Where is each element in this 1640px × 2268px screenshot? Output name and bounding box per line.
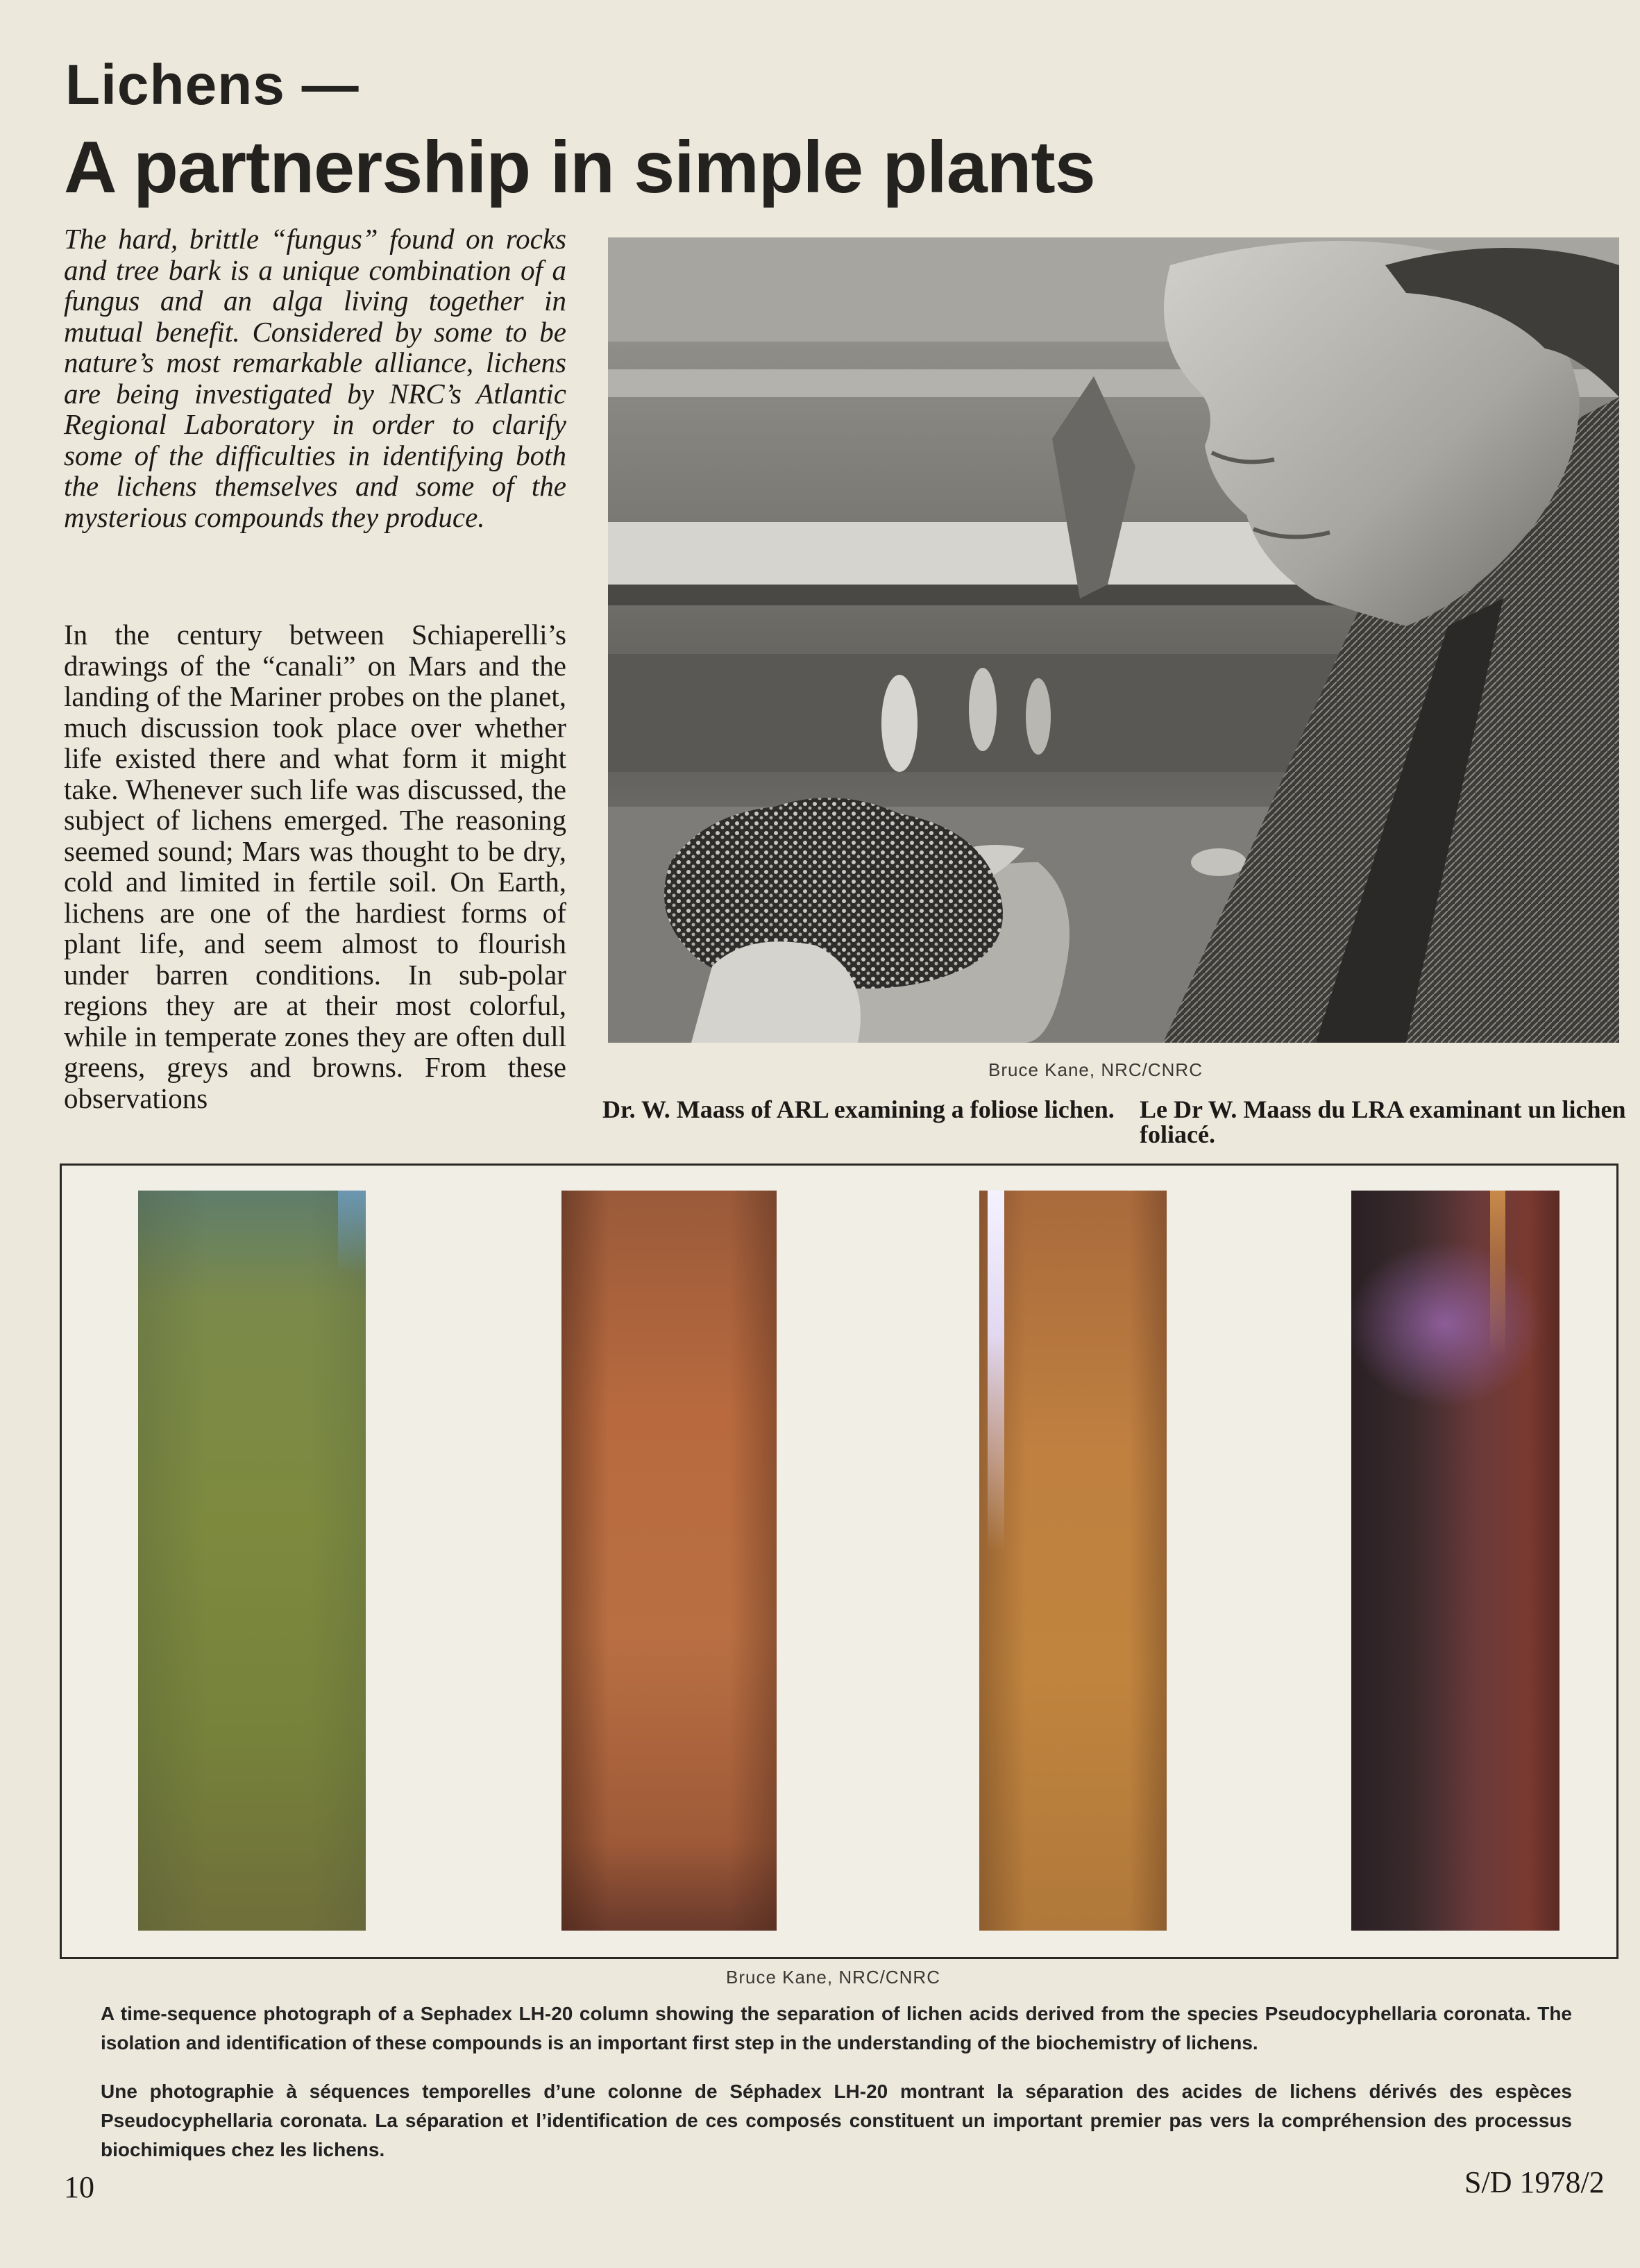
photo-caption-english: Dr. W. Maass of ARL examining a foliose lichen. bbox=[602, 1095, 1115, 1123]
article-headline: A partnership in simple plants bbox=[64, 126, 1095, 208]
photo-credit-top: Bruce Kane, NRC/CNRC bbox=[988, 1059, 1203, 1080]
column-caption-english: A time-sequence photograph of a Sephadex LH-20 column showing the separation of lichen acids derived from the species Pseudocyphellaria coronata. The isolation and identification of these compounds is an important first step in the understanding of the biochemistry of lichens. bbox=[101, 2003, 1572, 2053]
column-caption-french: Une photographie à séquences temporelles d’une colonne de Séphadex LH-20 montrant la séparation des acides de lichens dérivés des espèces Pseudocyphellaria coronata. La séparation et l’identification de ces composés constituent un important premier pas vers la compréhension des processus biochimiques chez les lichens. bbox=[101, 2081, 1572, 2160]
article-intro: The hard, brittle “fungus” found on rocks and tree bark is a unique combination of a fungus and an alga living together in mutual benefit. Considered by some to be nature’s most remarkable alliance, lichens are being investigated by NRC’s Atlantic Regional Laboratory in order to clarify some of the difficulties in identifying both the lichens themselves and some of the mysterious compounds they produce. bbox=[64, 223, 566, 533]
article-body: In the century between Schiaperelli’s drawings of the “canali” on Mars and the landing of the Mariner probes on the planet, much discussion took place over whether life existed there and what form it might take. Whenever such life was discussed, the subject of lichens emerged. The reasoning seemed sound; Mars was thought to be dry, cold and limited in fertile soil. On Earth, lichens are one of the hardiest forms of plant life, and seem almost to flourish under barren conditions. In sub-polar regions they are at their most colorful, while in temperate zones they are often dull greens, greys and browns. From these observations bbox=[64, 619, 566, 1114]
sephadex-column-photo bbox=[60, 1164, 1618, 1959]
lichen-examination-photo bbox=[608, 237, 1619, 1043]
column-sequence-3 bbox=[979, 1191, 1167, 1931]
issue-label: S/D 1978/2 bbox=[1464, 2165, 1605, 2199]
column-sequence-1 bbox=[138, 1191, 366, 1931]
photo-illustration bbox=[608, 237, 1619, 1043]
article-kicker: Lichens — bbox=[65, 53, 360, 117]
page-number: 10 bbox=[64, 2170, 94, 2204]
column-sequence-4 bbox=[1351, 1191, 1559, 1931]
photo-caption-french: Le Dr W. Maass du LRA examinant un lichen foliacé. bbox=[1140, 1095, 1626, 1148]
column-sequence-2 bbox=[561, 1191, 777, 1931]
photo-credit-bottom: Bruce Kane, NRC/CNRC bbox=[726, 1967, 940, 1988]
